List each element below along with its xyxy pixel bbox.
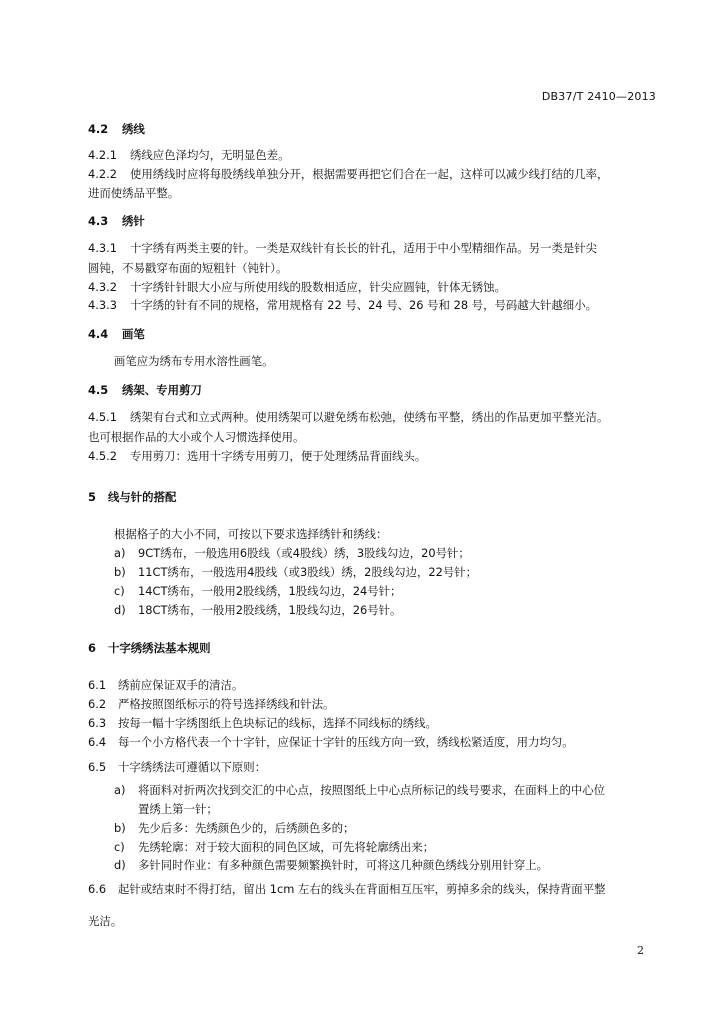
list-text: 14CT绣布，一般用2股线绣，1股线勾边，24号针； xyxy=(138,584,402,598)
list-item xyxy=(114,840,658,854)
section-4-3-heading xyxy=(88,214,658,228)
standard-code: DB37/T 2410—2013 xyxy=(541,90,656,103)
list-label: b) xyxy=(114,821,126,835)
para-text: 十字绣针针眼大小应与所使用线的股数相适应，针尖应圆钝，针体无锈蚀。 xyxy=(130,280,506,294)
para-number: 6.1 xyxy=(88,678,107,692)
section-title: 画笔 xyxy=(122,327,145,341)
list-item xyxy=(114,603,658,617)
list-text: 多针同时作业：有多种颜色需要频繁换针时，可将这几种颜色绣线分别用针穿上。 xyxy=(138,858,549,872)
para-6-1 xyxy=(88,678,658,692)
section-title: 绣架、专用剪刀 xyxy=(122,383,202,397)
section-number: 4.2 xyxy=(88,122,109,136)
list-label: c) xyxy=(114,840,125,854)
para-6-6-cont: 光洁。 xyxy=(88,914,123,928)
para-6-3 xyxy=(88,716,658,730)
list-text: 先少后多：先绣颜色少的，后绣颜色多的； xyxy=(138,821,355,835)
para-text: 绣架有台式和立式两种。使用绣架可以避免绣布松弛，使绣布平整，绣出的作品更加平整光洁。 xyxy=(130,410,609,424)
section-number: 5 xyxy=(88,490,96,504)
para-text: 使用绣线时应将每股绣线单独分开，根据需要再把它们合在一起，这样可以减少线打结的几率， xyxy=(130,167,609,181)
para-number: 4.5.2 xyxy=(88,449,117,463)
list-text: 11CT绣布，一般选用4股线（或3股线）绣，2股线勾边，22号针； xyxy=(138,565,478,579)
para-text: 每一个小方格代表一个十字针，应保证十字针的压线方向一致，绣线松紧适度，用力均匀。 xyxy=(118,735,574,749)
section-number: 4.4 xyxy=(88,327,109,341)
para-text: 十字绣绣法可遵循以下原则： xyxy=(118,760,267,774)
list-item-cont: 置绣上第一针； xyxy=(138,802,218,816)
section-5-intro: 根据格子的大小不同，可按以下要求选择绣针和绣线： xyxy=(114,527,388,541)
list-label: a) xyxy=(114,546,126,560)
para-number: 4.2.1 xyxy=(88,148,117,162)
list-text: 先绣轮廓：对于较大面积的同色区域，可先将轮廓绣出来； xyxy=(138,840,435,854)
para-text: 严格按照图纸标示的符号选择绣线和针法。 xyxy=(118,697,335,711)
para-4-2-1 xyxy=(88,148,658,162)
para-number: 6.5 xyxy=(88,760,107,774)
section-title: 绣针 xyxy=(122,214,145,228)
para-number: 6.6 xyxy=(88,882,107,896)
para-text: 专用剪刀：选用十字绣专用剪刀，便于处理绣品背面线头。 xyxy=(130,449,427,463)
para-6-4 xyxy=(88,735,658,749)
section-6-heading xyxy=(88,641,658,655)
para-number: 4.3.3 xyxy=(88,298,117,312)
section-5-heading xyxy=(88,490,658,504)
para-text: 十字绣有两类主要的针。一类是双线针有长长的针孔，适用于中小型精细作品。另一类是针尖 xyxy=(130,241,598,255)
para-text: 绣前应保证双手的清洁。 xyxy=(118,678,244,692)
para-number: 4.2.2 xyxy=(88,167,117,181)
para-4-3-1-cont: 圆钝，不易戳穿布面的短粗针（钝针）。 xyxy=(88,261,288,275)
list-item xyxy=(114,821,658,835)
para-4-5-1 xyxy=(88,410,658,424)
para-number: 6.3 xyxy=(88,716,107,730)
section-title: 十字绣绣法基本规则 xyxy=(108,641,211,655)
para-4-4: 画笔应为绣布专用水溶性画笔。 xyxy=(114,354,274,368)
para-4-3-3 xyxy=(88,298,658,312)
list-label: d) xyxy=(114,858,126,872)
section-title: 线与针的搭配 xyxy=(108,490,177,504)
list-item xyxy=(114,546,658,560)
para-4-3-2 xyxy=(88,280,658,294)
para-number: 4.3.2 xyxy=(88,280,117,294)
list-text: 将面料对折两次找到交汇的中心点，按照图纸上中心点所标记的线号要求，在面料上的中心位 xyxy=(138,783,606,797)
para-number: 6.2 xyxy=(88,697,107,711)
para-6-6 xyxy=(88,882,658,896)
section-4-5-heading xyxy=(88,383,658,397)
section-title: 绣线 xyxy=(122,122,145,136)
para-text: 起针或结束时不得打结，留出 1cm 左右的线头在背面相互压牢，剪掉多余的线头，保持背面平整 xyxy=(118,882,606,896)
para-number: 4.3.1 xyxy=(88,241,117,255)
para-text: 绣线应色泽均匀，无明显色差。 xyxy=(130,148,290,162)
para-4-3-1 xyxy=(88,241,658,255)
list-item xyxy=(114,858,658,872)
section-4-2-heading xyxy=(88,122,658,136)
para-6-5 xyxy=(88,760,658,774)
page-number: 2 xyxy=(637,944,644,957)
list-label: d) xyxy=(114,603,126,617)
list-label: b) xyxy=(114,565,126,579)
para-4-5-2 xyxy=(88,449,658,463)
para-4-2-2 xyxy=(88,167,658,181)
para-number: 6.4 xyxy=(88,735,107,749)
para-4-2-2-cont: 进而使绣品平整。 xyxy=(88,186,180,200)
para-number: 4.5.1 xyxy=(88,410,117,424)
list-item xyxy=(114,565,658,579)
para-6-2 xyxy=(88,697,658,711)
section-number: 4.5 xyxy=(88,383,109,397)
list-label: c) xyxy=(114,584,125,598)
section-4-4-heading xyxy=(88,327,658,341)
list-text: 18CT绣布，一般用2股线绣，1股线勾边，26号针。 xyxy=(138,603,402,617)
section-number: 4.3 xyxy=(88,214,109,228)
list-item xyxy=(114,783,658,797)
list-label: a) xyxy=(114,783,126,797)
para-4-5-1-cont: 也可根据作品的大小或个人习惯选择使用。 xyxy=(88,430,305,444)
list-text: 9CT绣布，一般选用6股线（或4股线）绣，3股线勾边，20号针； xyxy=(138,546,470,560)
list-item xyxy=(114,584,658,598)
para-text: 十字绣的针有不同的规格，常用规格有 22 号、24 号、26 号和 28 号，号码越大针越细小。 xyxy=(130,298,597,312)
para-text: 按每一幅十字绣图纸上色块标记的线标，选择不同线标的绣线。 xyxy=(118,716,437,730)
section-number: 6 xyxy=(88,641,96,655)
